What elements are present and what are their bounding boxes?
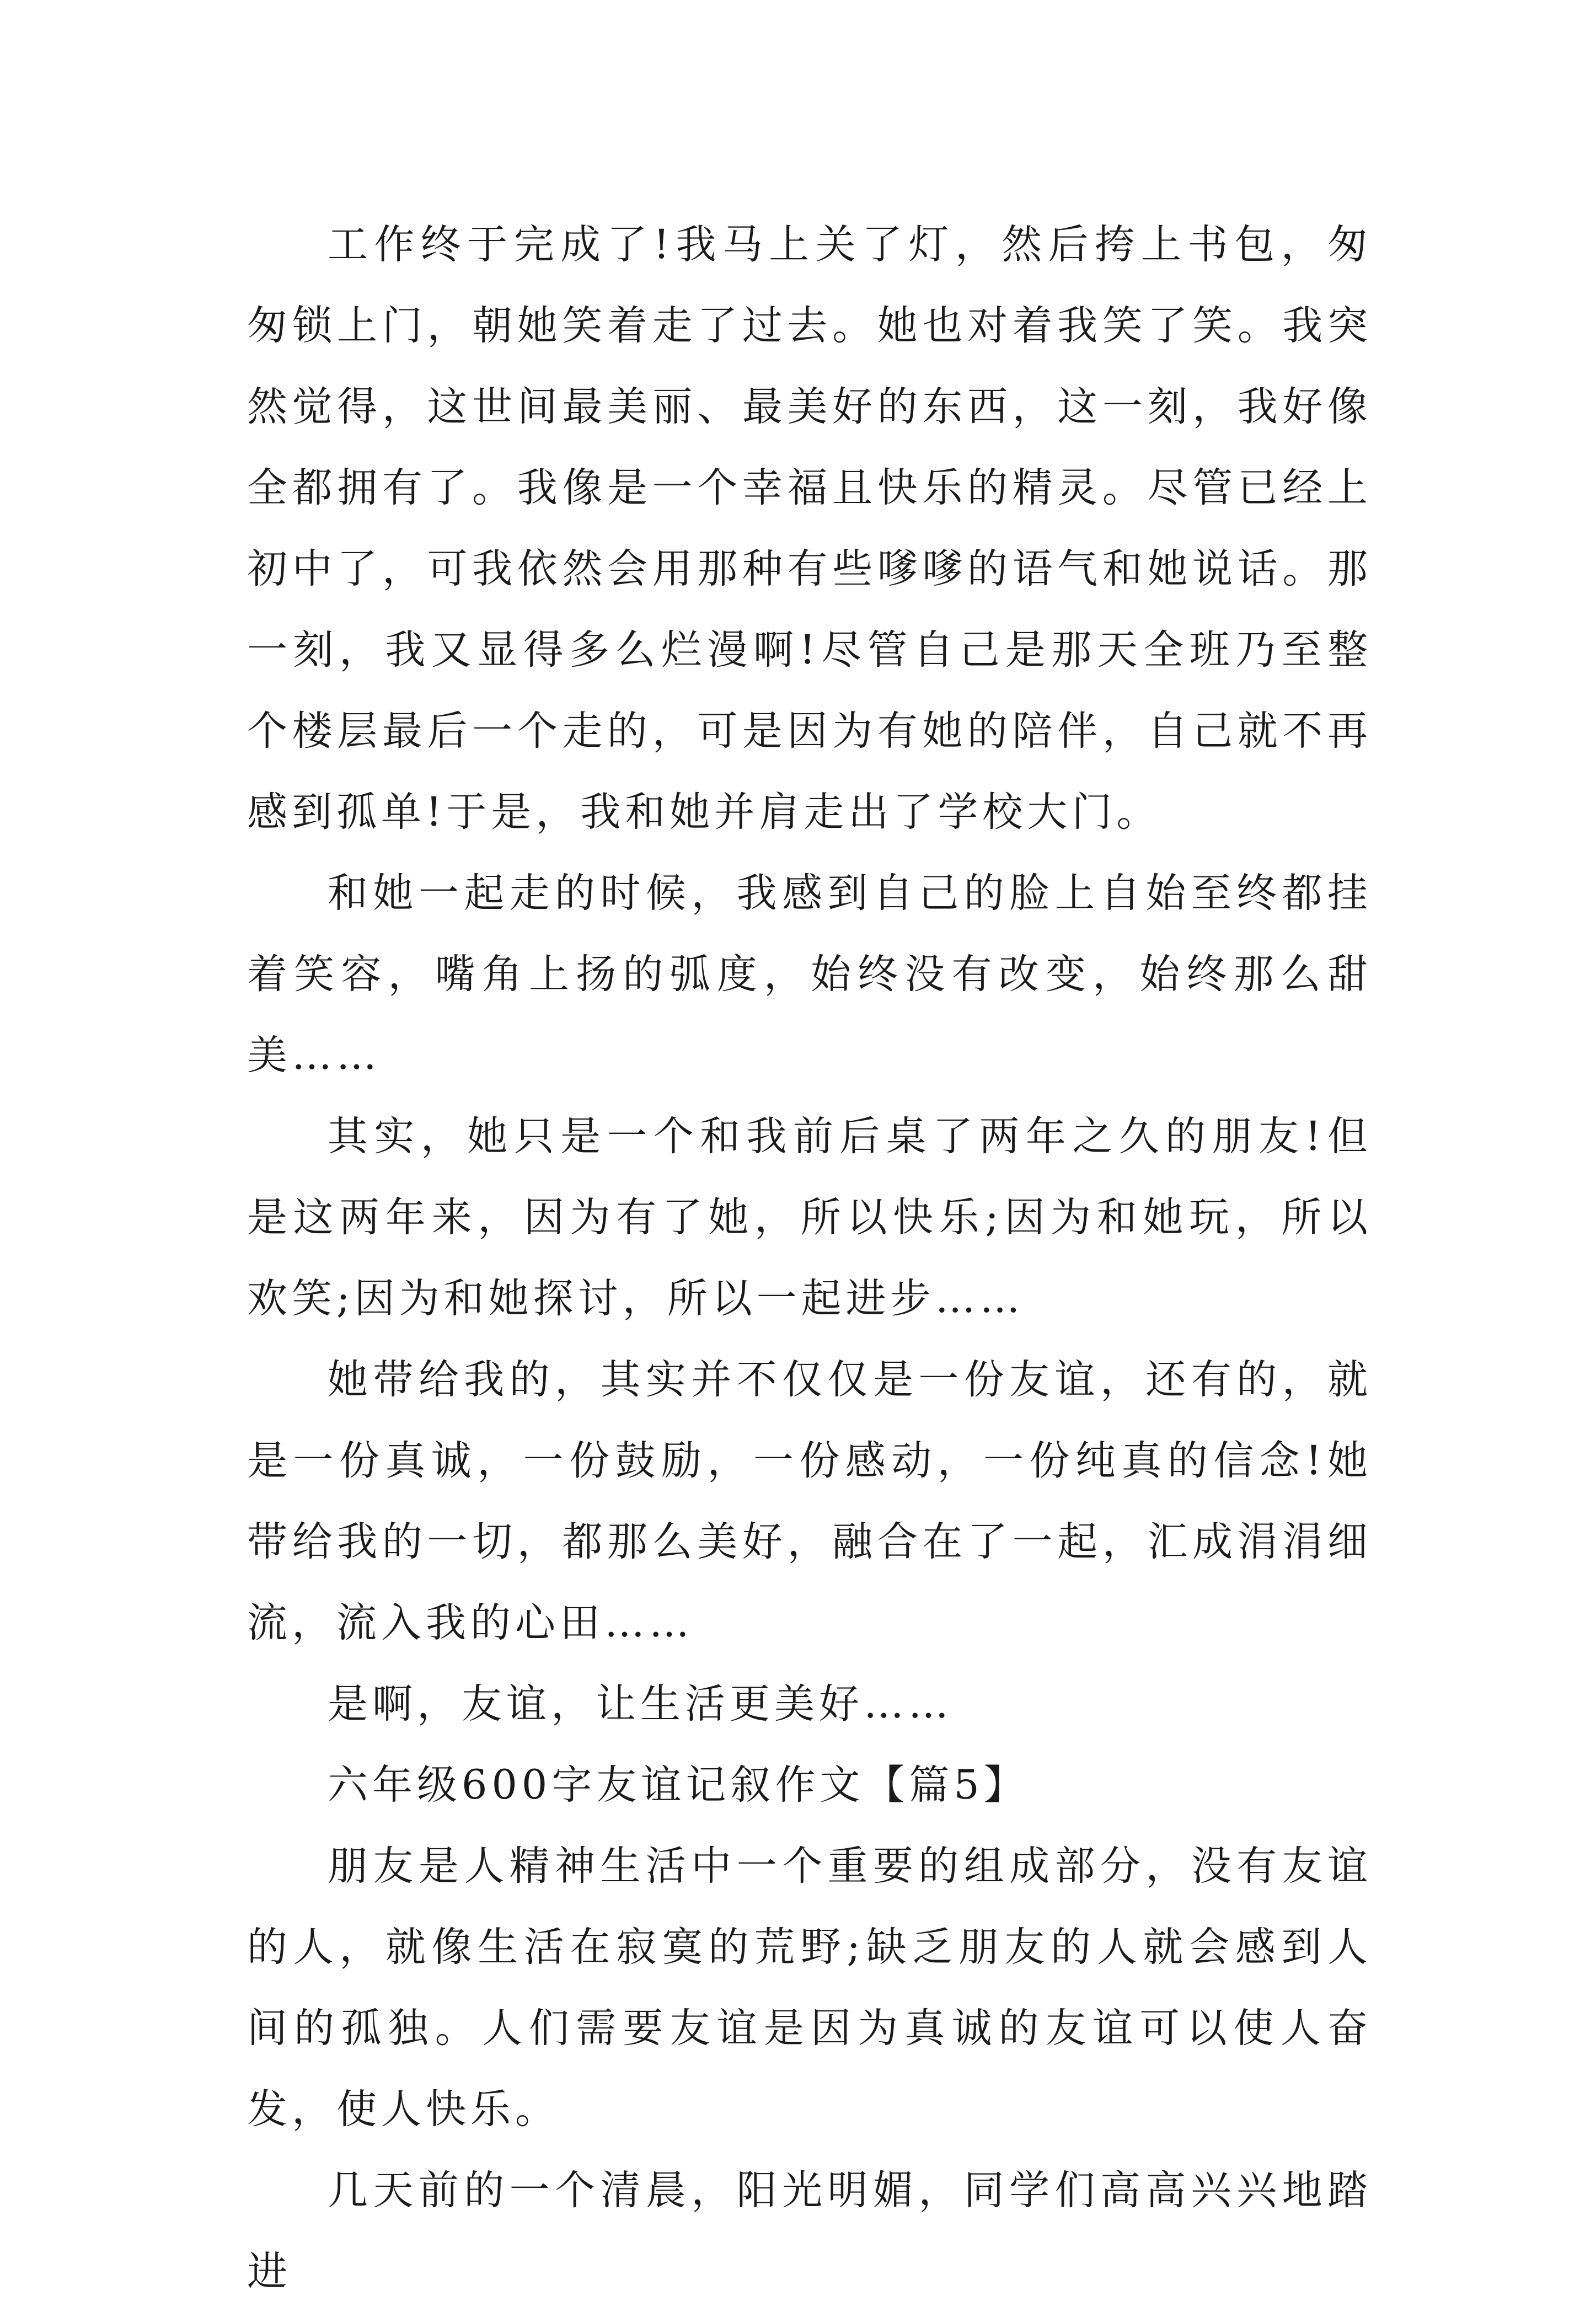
paragraph-morning-start: 几天前的一个清晨，阳光明媚，同学们高高兴兴地踏进 bbox=[247, 2167, 1372, 2295]
paragraph-friends-importance: 朋友是人精神生活中一个重要的组成部分，没有友谊的人，就像生活在寂寞的荒野;缺乏朋友的人就会感到人间的孤独。人们需要友谊是因为真诚的友谊可以使人奋发，使人快乐。 bbox=[247, 1843, 1372, 2133]
paragraph-friendship-better-life: 是啊，友谊，让生活更美好…… bbox=[328, 1681, 953, 1727]
paragraph-walking-together: 和她一起走的时候，我感到自己的脸上自始至终都挂着笑容，嘴角上扬的弧度，始终没有改变，始终那么甜美…… bbox=[247, 870, 1372, 1079]
paragraph-leaving-school: 工作终于完成了!我马上关了灯，然后挎上书包，匆匆锁上门，朝她笑着走了过去。她也对着我笑了笑。我突然觉得，这世间最美丽、最美好的东西，这一刻，我好像全都拥有了。我像是一个幸福且快乐的精灵。尽管已经上初中了，可我依然会用那种有些嗲嗲的语气和她说话。那一刻，我又显得多么烂漫啊!尽管自己是那天全班乃至整个楼层最后一个走的，可是因为有她的陪伴，自己就不再感到孤单!于是，我和她并肩走出了学校大门。 bbox=[247, 221, 1372, 836]
section-heading: 六年级600字友谊记叙作文【篇5】 bbox=[328, 1762, 1029, 1808]
paragraph-what-she-gave: 她带给我的，其实并不仅仅是一份友谊，还有的，就是一份真诚，一份鼓励，一份感动，一份纯真的信念!她带给我的一切，都那么美好，融合在了一起，汇成涓涓细流，流入我的心田…… bbox=[247, 1356, 1372, 1646]
document-body bbox=[247, 204, 1372, 2312]
paragraph-two-years-friend: 其实，她只是一个和我前后桌了两年之久的朋友!但是这两年来，因为有了她，所以快乐;因为和她玩，所以欢笑;因为和她探讨，所以一起进步…… bbox=[247, 1113, 1372, 1322]
